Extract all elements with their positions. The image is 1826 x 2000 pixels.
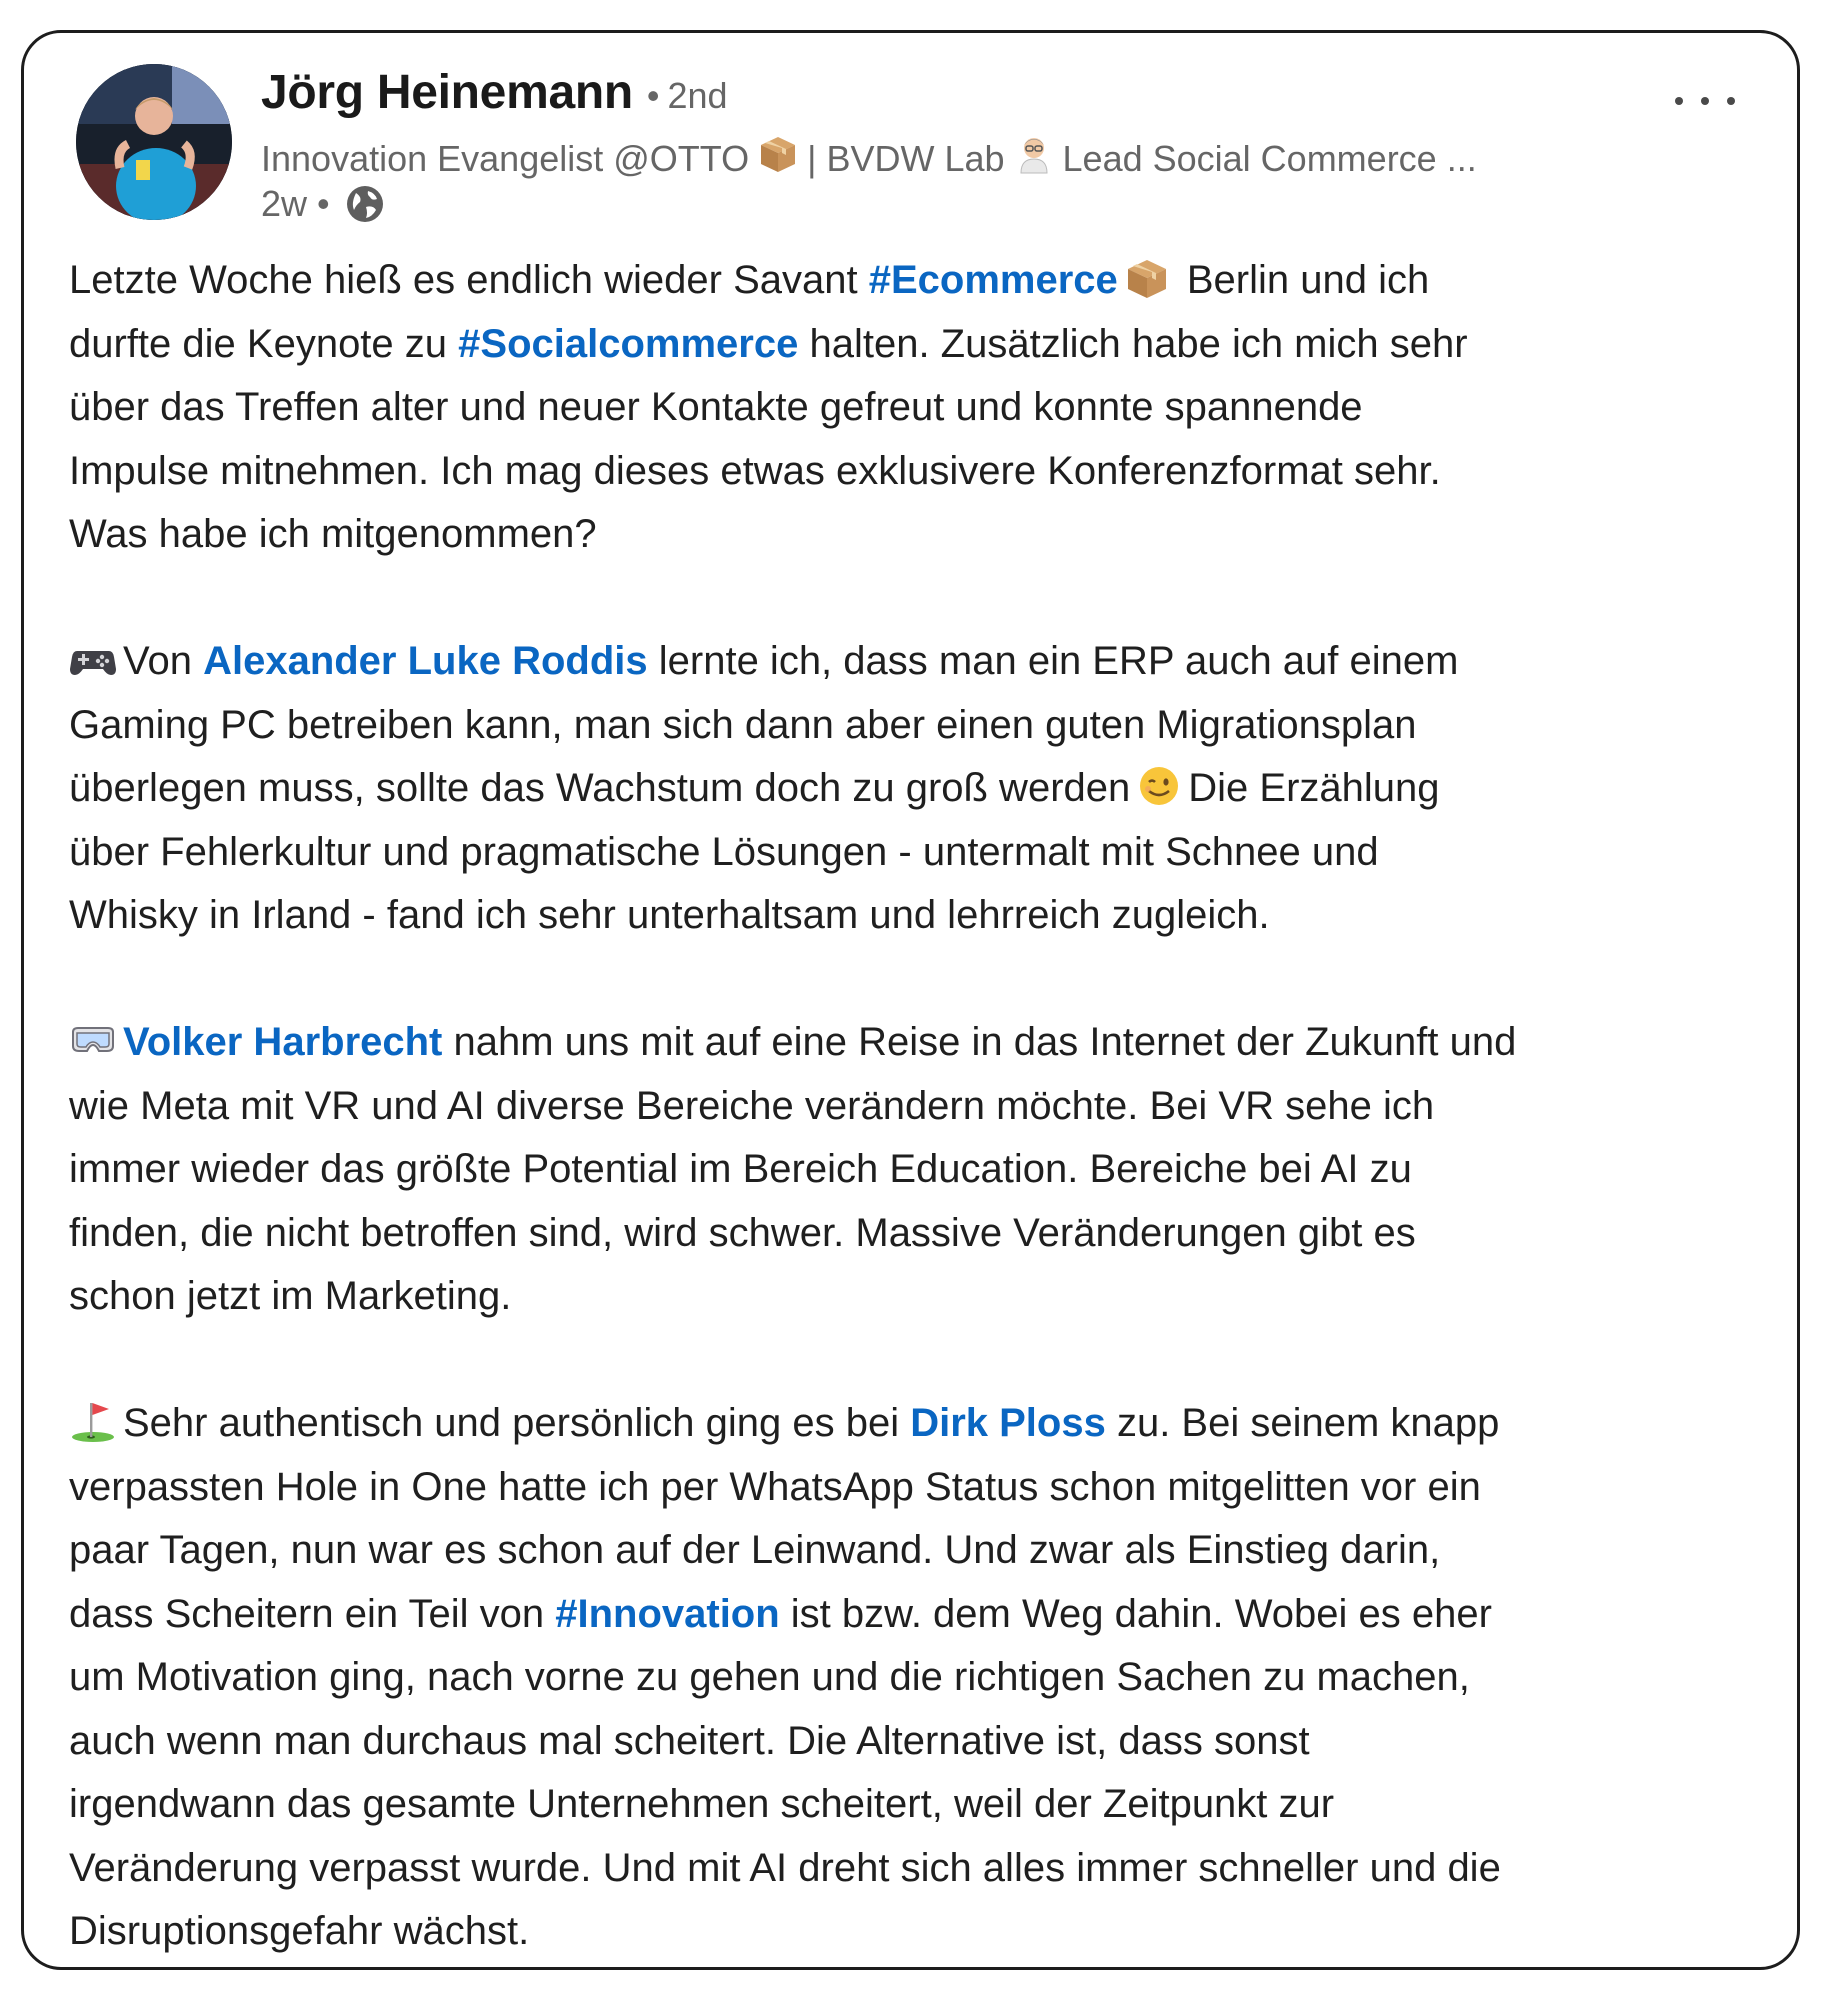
text-span: dass Scheitern ein Teil von xyxy=(69,1591,556,1636)
wink-emoji-icon xyxy=(1136,764,1182,808)
separator-dot: • xyxy=(646,75,660,116)
author-headline xyxy=(261,133,1477,184)
golf-flag-emoji-icon xyxy=(69,1399,117,1443)
text-span: Berlin und ich xyxy=(1175,258,1430,302)
mention-alexander-luke-roddis[interactable]: Alexander Luke Roddis xyxy=(203,639,648,683)
paragraph-ploss xyxy=(69,1392,1779,1964)
text-span: halten. Zusätzlich habe ich mich sehr xyxy=(798,321,1468,366)
text-line xyxy=(69,757,1779,821)
text-line xyxy=(69,249,1779,313)
text-line xyxy=(69,1011,1779,1075)
scientist-emoji-icon xyxy=(1013,133,1055,184)
more-dot xyxy=(1727,97,1735,105)
paragraph-harbrecht xyxy=(69,1011,1779,1329)
text-span: ist bzw. dem Weg dahin. Wobei es eher xyxy=(779,1591,1492,1636)
hashtag-innovation[interactable]: #Innovation xyxy=(555,1591,780,1636)
post-body xyxy=(69,249,1779,1964)
text-span: durfte die Keynote zu xyxy=(69,321,459,366)
text-line: Whisky in Irland - fand ich sehr unterhaltsam und lehrreich zugleich. xyxy=(69,893,1270,937)
more-dot xyxy=(1675,97,1683,105)
text-line: Disruptionsgefahr wächst. xyxy=(69,1909,530,1953)
avatar-photo xyxy=(76,64,232,220)
package-emoji-icon xyxy=(757,133,799,184)
vr-goggles-emoji-icon xyxy=(69,1018,117,1062)
post-time: 2w • xyxy=(261,183,330,224)
text-span: zu. Bei seinem knapp xyxy=(1105,1401,1500,1445)
text-span: Sehr authentisch und persönlich ging es bei xyxy=(123,1401,911,1445)
paragraph-roddis xyxy=(69,630,1779,948)
post-card xyxy=(21,30,1800,1970)
more-options-icon[interactable] xyxy=(1675,81,1735,121)
globe-icon xyxy=(344,183,386,225)
text-line: Gaming PC betreiben kann, man sich dann aber einen guten Migrationsplan xyxy=(69,702,1417,747)
text-line: Veränderung verpasst wurde. Und mit AI dreht sich alles immer schneller und die xyxy=(69,1845,1501,1890)
text-span: Die Erzählung xyxy=(1188,766,1440,810)
headline-text-3: Lead Social Commerce ... xyxy=(1062,137,1477,179)
text-line: Was habe ich mitgenommen? xyxy=(69,512,597,556)
text-line: schon jetzt im Marketing. xyxy=(69,1274,512,1318)
hashtag-ecommerce[interactable]: #Ecommerce xyxy=(868,258,1118,302)
text-line: paar Tagen, nun war es schon auf der Leinwand. Und zwar als Einstieg darin, xyxy=(69,1528,1441,1572)
paragraph-intro xyxy=(69,249,1779,567)
text-line: immer wieder das größte Potential im Bereich Education. Bereiche bei AI zu xyxy=(69,1147,1412,1191)
text-line: um Motivation ging, nach vorne zu gehen und die richtigen Sachen zu machen, xyxy=(69,1655,1470,1699)
post-header xyxy=(24,33,1797,243)
text-span: Letzte Woche hieß es endlich wieder Savant xyxy=(69,258,869,302)
gamepad-emoji-icon xyxy=(69,637,117,681)
text-span: lernte ich, dass man ein ERP auch auf einem xyxy=(647,639,1459,683)
connection-degree: 2nd xyxy=(667,75,728,116)
text-span: nahm uns mit auf eine Reise in das Internet der Zukunft und xyxy=(442,1020,1517,1064)
author-name-line xyxy=(261,65,728,125)
text-line xyxy=(69,313,1779,377)
hashtag-socialcommerce[interactable]: #Socialcommerce xyxy=(458,321,799,366)
mention-volker-harbrecht[interactable]: Volker Harbrecht xyxy=(123,1020,443,1064)
text-line: finden, die nicht betroffen sind, wird schwer. Massive Veränderungen gibt es xyxy=(69,1210,1416,1255)
text-line xyxy=(69,1583,1779,1647)
author-name[interactable]: Jörg Heinemann xyxy=(261,66,633,119)
package-emoji-icon xyxy=(1124,256,1170,300)
mention-dirk-ploss[interactable]: Dirk Ploss xyxy=(910,1401,1106,1445)
headline-text-2: | BVDW Lab xyxy=(807,137,1005,179)
text-span: Von xyxy=(123,639,204,683)
text-line: Impulse mitnehmen. Ich mag dieses etwas exklusivere Konferenzformat sehr. xyxy=(69,448,1441,493)
text-line: über das Treffen alter und neuer Kontakte gefreut und konnte spannende xyxy=(69,385,1363,429)
text-line: irgendwann das gesamte Unternehmen scheitert, weil der Zeitpunkt zur xyxy=(69,1782,1335,1826)
post-meta xyxy=(261,183,386,225)
more-dot xyxy=(1701,97,1709,105)
text-span: überlegen muss, sollte das Wachstum doch zu groß werden xyxy=(69,766,1131,810)
text-line: verpassten Hole in One hatte ich per WhatsApp Status schon mitgelitten vor ein xyxy=(69,1464,1481,1509)
text-line xyxy=(69,630,1779,694)
text-line xyxy=(69,1392,1779,1456)
headline-text-1: Innovation Evangelist @OTTO xyxy=(261,137,750,179)
text-line: auch wenn man durchaus mal scheitert. Die Alternative ist, dass sonst xyxy=(69,1718,1310,1763)
author-avatar[interactable] xyxy=(76,64,232,220)
text-line: wie Meta mit VR und AI diverse Bereiche verändern möchte. Bei VR sehe ich xyxy=(69,1083,1435,1128)
text-line: über Fehlerkultur und pragmatische Lösungen - untermalt mit Schnee und xyxy=(69,829,1379,874)
